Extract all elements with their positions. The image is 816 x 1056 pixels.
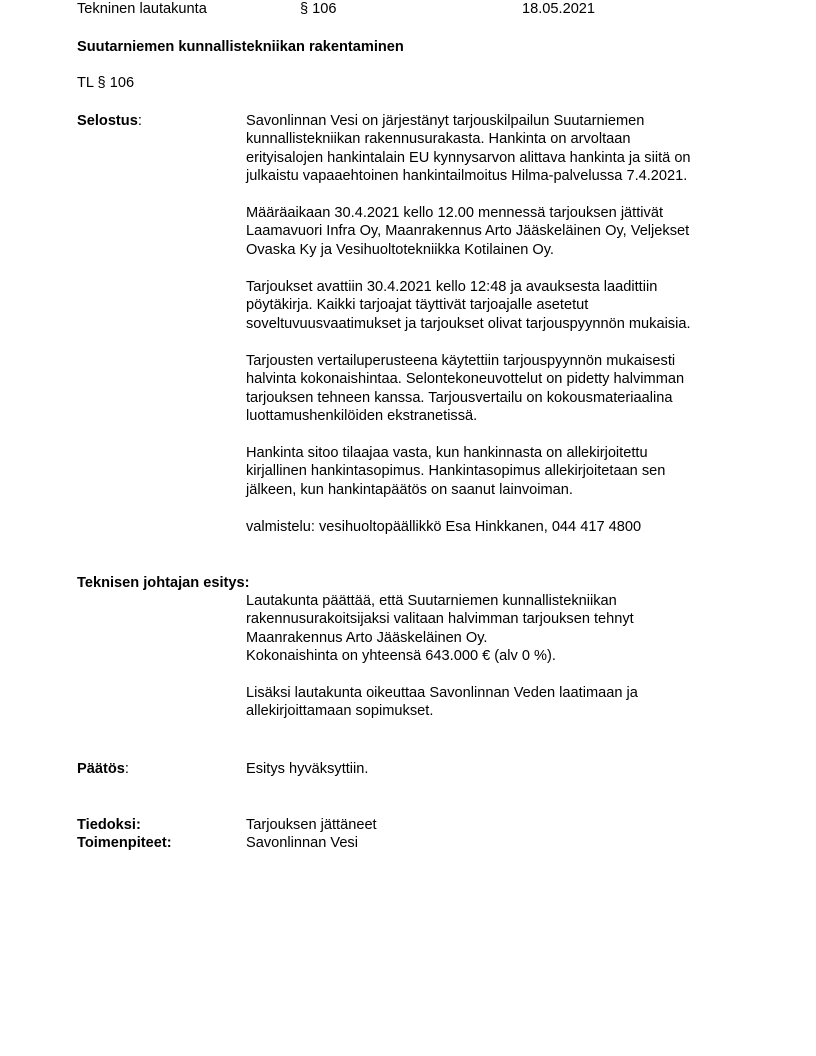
- header-committee: Tekninen lautakunta: [77, 1, 207, 17]
- text-line: kunnallistekniikan rakennusurakasta. Hankinta on arvoltaan: [246, 131, 631, 148]
- text-line: kirjallinen hankintasopimus. Hankintasopimus allekirjoitetaan sen: [246, 463, 666, 480]
- text-line: soveltuvuusvaatimukset ja tarjoukset olivat tarjouspyynnön mukaisia.: [246, 315, 691, 332]
- text-line: Kokonaishinta on yhteensä 643.000 € (alv 0 %).: [246, 648, 556, 665]
- toimenpiteet-label: Toimenpiteet:: [77, 835, 172, 851]
- text-line: rakennusurakoitsijaksi valitaan halvimman tarjouksen tehnyt: [246, 611, 634, 628]
- text-line: allekirjoittamaan sopimukset.: [246, 703, 434, 720]
- text-line: Lautakunta päättää, että Suutarniemen kunnallistekniikan: [246, 593, 617, 609]
- text-line: Määräaikaan 30.4.2021 kello 12.00 mennessä tarjouksen jättivät: [246, 205, 663, 221]
- text-line: halvinta kokonaishintaa. Selontekoneuvottelut on pidetty halvimman: [246, 371, 685, 388]
- text-line: Tarjousten vertailuperusteena käytettiin tarjouspyynnön mukaisesti: [246, 353, 676, 369]
- reference: TL § 106: [77, 75, 135, 91]
- tiedoksi-text: Tarjouksen jättäneet: [246, 817, 377, 833]
- paatos-label: [77, 760, 129, 778]
- tiedoksi-label: Tiedoksi:: [77, 817, 141, 833]
- text-line: jälkeen, kun hankintapäätös on saanut lainvoiman.: [246, 481, 573, 498]
- selostus-label: [77, 112, 142, 130]
- text-line: Ovaska Ky ja Vesihuoltotekniikka Kotilainen Oy.: [246, 241, 554, 258]
- text-line: pöytäkirja. Kaikki tarjoajat täyttivät tarjoajalle asetetut: [246, 297, 589, 314]
- selostus-paragraph-2: [246, 204, 766, 259]
- selostus-paragraph-3: [246, 278, 766, 333]
- selostus-paragraph-5: [246, 444, 766, 499]
- selostus-label-text: Selostus: [77, 113, 138, 129]
- text-line: Tarjoukset avattiin 30.4.2021 kello 12:48 ja avauksesta laadittiin: [246, 279, 658, 295]
- paatos-label-text: Päätös: [77, 761, 125, 777]
- text-line: Laamavuori Infra Oy, Maanrakennus Arto Jääskeläinen Oy, Veljekset: [246, 223, 690, 240]
- esitys-label: Teknisen johtajan esitys:: [77, 575, 250, 591]
- document-title: Suutarniemen kunnallistekniikan rakentaminen: [77, 39, 404, 55]
- text-line: julkaistu vapaaehtoinen hankintailmoitus Hilma-palvelussa 7.4.2021.: [246, 168, 688, 185]
- toimenpiteet-text: Savonlinnan Vesi: [246, 835, 358, 851]
- text-line: tarjouksen tehneen kanssa. Tarjousvertailu on kokousmateriaalina: [246, 389, 673, 406]
- text-line: Lisäksi lautakunta oikeuttaa Savonlinnan Veden laatimaan ja: [246, 685, 638, 701]
- text-line: Maanrakennus Arto Jääskeläinen Oy.: [246, 629, 488, 646]
- text-line: Savonlinnan Vesi on järjestänyt tarjouskilpailun Suutarniemen: [246, 113, 645, 129]
- text-line: erityisalojen hankintalain EU kynnysarvon alittava hankinta ja siitä on: [246, 149, 691, 166]
- text-line: Hankinta sitoo tilaajaa vasta, kun hankinnasta on allekirjoitettu: [246, 445, 648, 461]
- selostus-paragraph-4: [246, 352, 766, 426]
- header-section: § 106: [300, 1, 337, 17]
- selostus-paragraph-1: [246, 112, 766, 186]
- selostus-preparer: [246, 518, 766, 536]
- text-line: valmistelu: vesihuoltopäällikkö Esa Hinkkanen, 044 417 4800: [246, 519, 642, 535]
- header-date: 18.05.2021: [522, 1, 596, 17]
- esitys-paragraph-2: [246, 684, 766, 721]
- text-line: luottamushenkilöiden ekstranetissä.: [246, 408, 478, 425]
- paatos-text: Esitys hyväksyttiin.: [246, 761, 369, 777]
- selostus-label-suffix: :: [137, 113, 142, 129]
- esitys-paragraph-1: [246, 592, 766, 666]
- paatos-label-suffix: :: [124, 761, 129, 777]
